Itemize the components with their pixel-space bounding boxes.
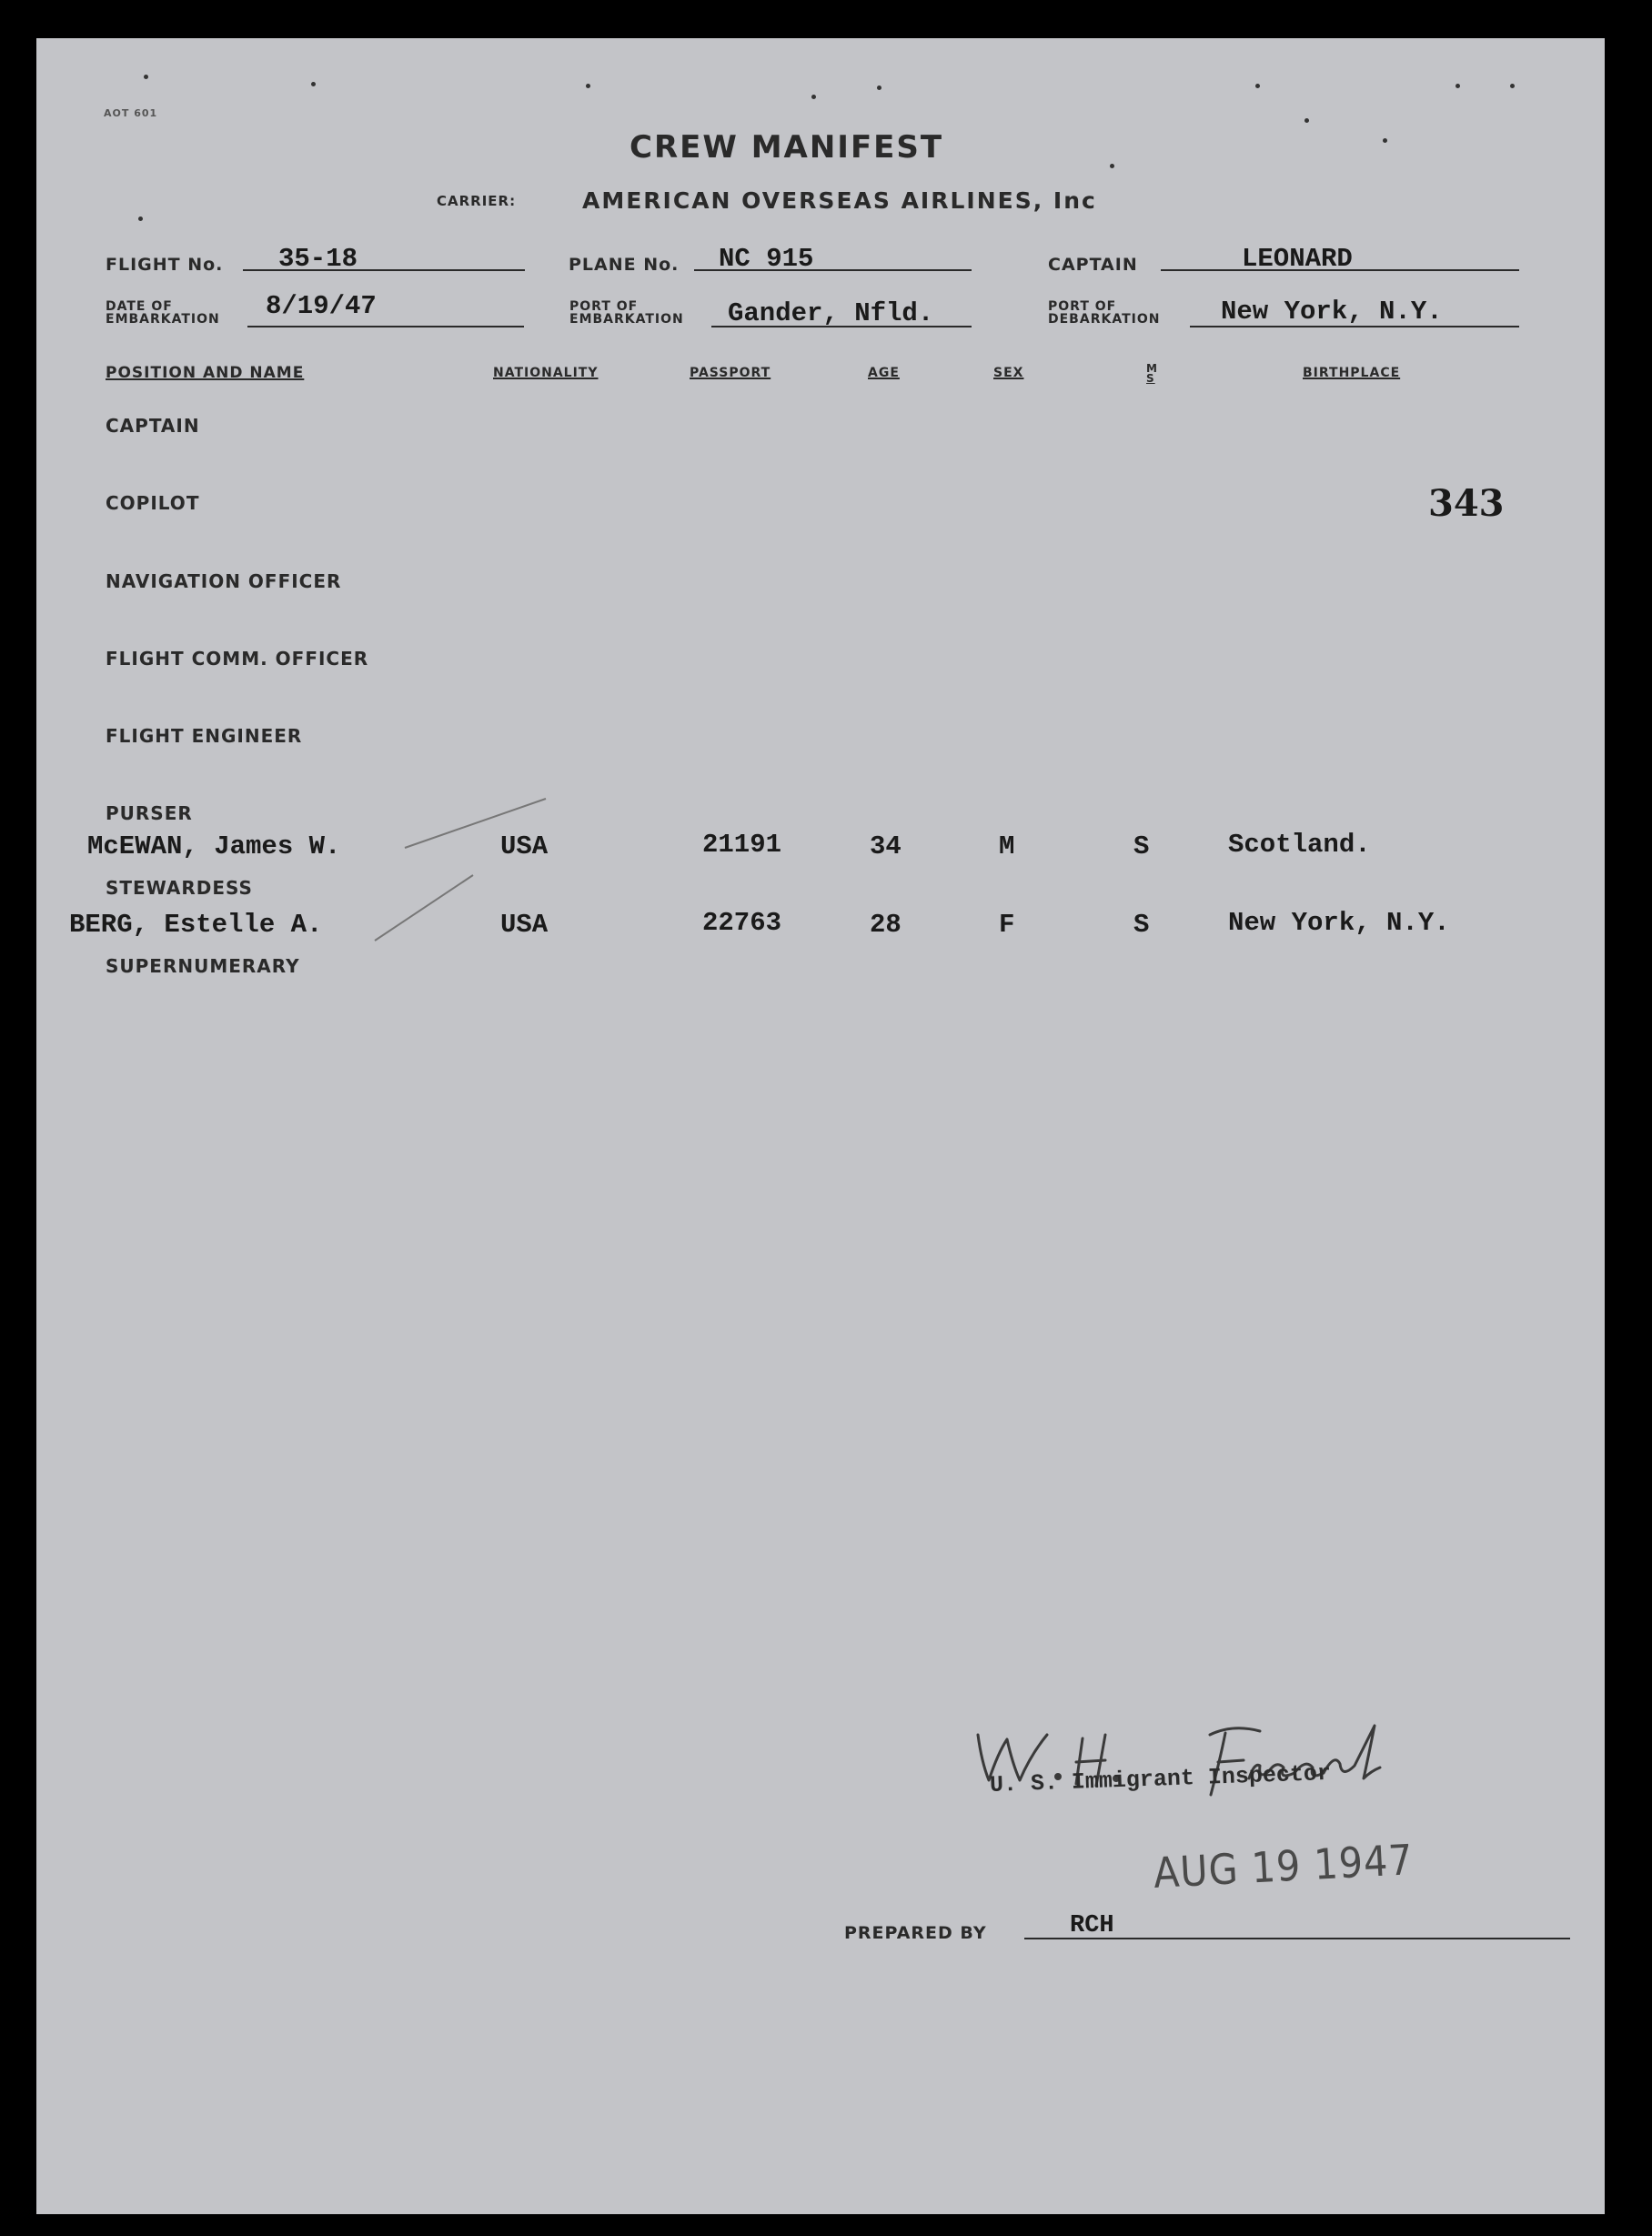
port-emb-label-top: PORT OF — [569, 299, 639, 314]
captain-value: LEONARD — [1242, 244, 1353, 274]
crew-2-age: 28 — [870, 910, 902, 940]
col-age: AGE — [868, 366, 900, 380]
col-ms-bottom: S — [1146, 372, 1155, 385]
plane-no-label: PLANE No. — [569, 255, 680, 275]
prepared-by-label: PREPARED BY — [844, 1923, 987, 1943]
col-nationality: NATIONALITY — [493, 366, 599, 380]
port-emb-value: Gander, Nfld. — [728, 298, 934, 328]
position-stewardess: STEWARDESS — [106, 877, 253, 899]
position-captain: CAPTAIN — [106, 415, 200, 437]
position-flight-comm-officer: FLIGHT COMM. OFFICER — [106, 648, 369, 670]
crew-1-ms: S — [1133, 831, 1150, 861]
form-code: AOT 601 — [104, 107, 158, 119]
position-flight-engineer: FLIGHT ENGINEER — [106, 725, 303, 747]
col-sex: SEX — [993, 366, 1024, 380]
crew-1-nationality: USA — [500, 831, 549, 861]
scan-speck — [1456, 84, 1460, 88]
scan-speck — [1510, 84, 1515, 88]
col-position-and-name: POSITION AND NAME — [106, 364, 305, 382]
date-stamp: AUG 19 1947 — [1152, 1835, 1415, 1898]
position-supernumerary: SUPERNUMERARY — [106, 955, 300, 977]
port-emb-label-bottom: EMBARKATION — [569, 312, 684, 327]
captain-label: CAPTAIN — [1048, 255, 1138, 275]
date-label-bottom: EMBARKATION — [106, 312, 220, 327]
inspector-title: U. S. Immigrant Inspector — [989, 1759, 1332, 1798]
crew-2-sex: F — [999, 910, 1015, 940]
crew-1-age: 34 — [870, 831, 902, 861]
date-label-top: DATE OF — [106, 299, 173, 314]
page-title: CREW MANIFEST — [630, 129, 944, 166]
manifest-page — [36, 38, 1605, 2214]
flight-no-label: FLIGHT No. — [106, 255, 224, 275]
page-number: 343 — [1428, 482, 1505, 525]
scan-speck — [144, 75, 148, 79]
scan-speck — [811, 95, 816, 99]
scan-speck — [1304, 118, 1309, 123]
crew-2-passport: 22763 — [702, 908, 782, 938]
position-purser: PURSER — [106, 802, 193, 824]
col-passport: PASSPORT — [690, 366, 771, 380]
col-birthplace: BIRTHPLACE — [1303, 366, 1401, 380]
pencil-check-marks — [36, 38, 1605, 1039]
scan-speck — [311, 82, 316, 86]
port-deb-label-top: PORT OF — [1048, 299, 1117, 314]
position-copilot: COPILOT — [106, 492, 200, 514]
carrier-name: AMERICAN OVERSEAS AIRLINES, Inc — [582, 187, 1097, 214]
plane-no-value: NC 915 — [719, 244, 814, 274]
scan-speck — [586, 84, 590, 88]
flight-no-value: 35-18 — [278, 244, 358, 274]
date-value: 8/19/47 — [266, 291, 377, 321]
scan-speck — [877, 86, 881, 90]
port-deb-value: New York, N.Y. — [1221, 297, 1443, 327]
crew-2-name: BERG, Estelle A. — [69, 910, 323, 940]
scan-speck — [1383, 138, 1387, 143]
scan-speck — [1255, 84, 1260, 88]
position-navigation-officer: NAVIGATION OFFICER — [106, 570, 342, 592]
col-ms-top: M — [1146, 362, 1158, 375]
port-deb-label-bottom: DEBARKATION — [1048, 312, 1161, 327]
scan-speck — [138, 217, 143, 221]
crew-2-birthplace: New York, N.Y. — [1228, 908, 1450, 938]
prepared-by-value: RCH — [1070, 1912, 1114, 1939]
crew-2-nationality: USA — [500, 910, 549, 940]
carrier-label: CARRIER: — [437, 193, 517, 209]
crew-1-passport: 21191 — [702, 830, 782, 860]
crew-2-ms: S — [1133, 910, 1150, 940]
crew-1-sex: M — [999, 831, 1015, 861]
crew-1-name: McEWAN, James W. — [87, 831, 341, 861]
scan-speck — [1110, 164, 1114, 168]
crew-1-birthplace: Scotland. — [1228, 830, 1371, 860]
